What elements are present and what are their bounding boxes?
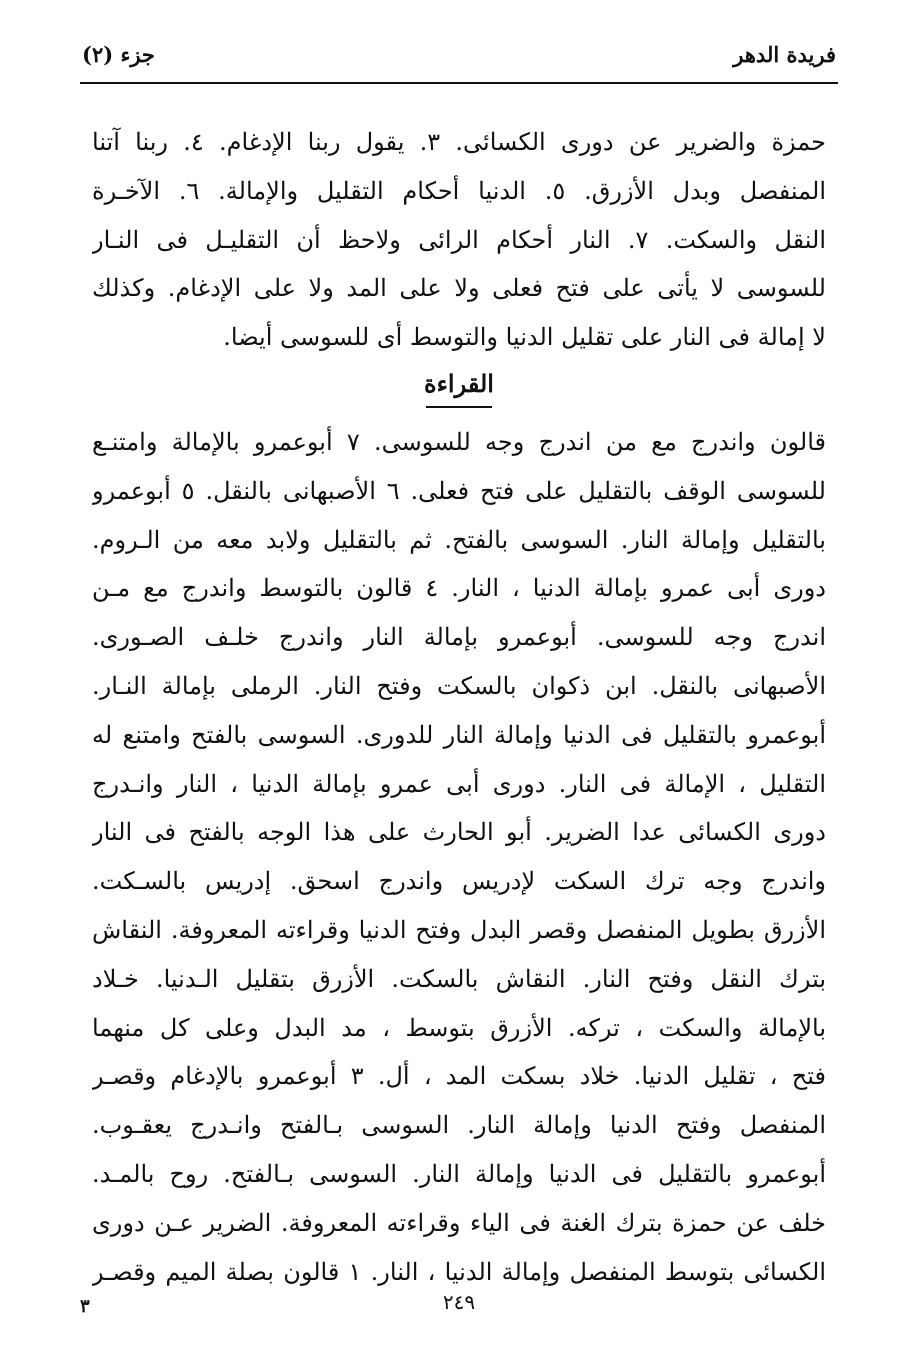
reading-line: خلف عن حمزة بترك الغنة فى الياء وقراءته المعروفة. الضرير عـن دورى — [92, 1208, 826, 1237]
footnote-line: لا إمالة فى النار على تقليل الدنيا والتوسط أى للسوسى أيضا. — [223, 323, 826, 352]
reading-line: بالتقليل وإمالة النار. السوسى بالفتح. ثم بالتقليل ولابد معه من الـروم. — [92, 525, 826, 554]
reading-line: الأزرق بطويل المنفصل وقصر البدل وفتح الدنيا وقراءته المعروفة. النقاش — [92, 915, 826, 944]
reading-line: أبوعمرو بالتقليل فى الدنيا وإمالة النار للدورى. السوسى بالفتح وامتنع له — [92, 720, 826, 749]
reading-line: واندرج وجه ترك السكت لإدريس واندرج اسحق. إدريس بالسـكت. — [92, 867, 826, 896]
reading-line: بالإمالة والسكت ، تركه. الأزرق بتوسط ، مد البدل وعلى كل منهما — [92, 1013, 826, 1042]
book-title: فريدة الدهر — [733, 41, 836, 67]
reading-block — [92, 418, 826, 1296]
footnote-line: للسوسى لا يأتى على فتح فعلى ولا على المد ولا على الإدغام. وكذلك — [92, 274, 826, 303]
footnote-line: حمزة والضرير عن دورى الكسائى. ٣. يقول ربنا الإدغام. ٤. ربنا آتنا — [92, 128, 826, 156]
reading-line: التقليل ، الإمالة فى النار. دورى أبى عمرو بإمالة الدنيا ، النار وانـدرج — [92, 769, 826, 798]
page-body — [92, 118, 826, 1296]
reading-line: اندرج وجه للسوسى. أبوعمرو بإمالة النار واندرج خلـف الصـورى. — [92, 623, 826, 652]
reading-line: بترك النقل وفتح النار. النقاش بالسكت. الأزرق بتقليل الـدنيا. خـلاد — [92, 964, 826, 993]
reading-line: دورى أبى عمرو بإمالة الدنيا ، النار. ٤ قالون بالتوسط واندرج مع مـن — [92, 574, 826, 603]
footnotes-block — [92, 118, 826, 362]
footnote-line: النقل والسكت. ٧. النار أحكام الرائى ولاحظ أن التقليـل فى النـار — [92, 225, 826, 254]
heading-underline — [426, 406, 492, 408]
reading-line — [92, 418, 826, 467]
reading-line-text: قالون واندرج مع من اندرج وجه للسوسى. ٧ أبوعمرو بالإمالة وامتنـع — [92, 427, 826, 456]
reading-line: فتح ، تقليل الدنيا. خلاد بسكت المد ، أل. ٣ أبوعمرو بالإدغام وقصـر — [92, 1062, 826, 1091]
reading-line: للسوسى الوقف بالتقليل على فتح فعلى. ٦ الأصبهانى بالنقل. ٥ أبوعمرو — [92, 476, 826, 505]
reading-line: دورى الكسائى عدا الضرير. أبو الحارث على هذا الوجه بالفتح فى النار — [92, 818, 826, 847]
reading-line: المنفصل وفتح الدنيا وإمالة النار. السوسى بـالفتح وانـدرج يعقـوب. — [92, 1111, 826, 1140]
running-header — [82, 34, 836, 74]
section-heading: القراءة — [424, 368, 494, 398]
part-label: جزء (٢) — [82, 41, 155, 67]
signature-mark: ٣ — [80, 1296, 90, 1317]
reading-line: الكسائى بتوسط المنفصل وإمالة الدنيا ، النار. ١ قالون بصلة الميم وقصـر — [92, 1257, 826, 1286]
reading-line: الأصبهانى بالنقل. ابن ذكوان بالسكت وفتح النار. الرملى بإمالة النـار. — [92, 671, 826, 700]
reading-line: أبوعمرو بالتقليل فى الدنيا وإمالة النار. السوسى بـالفتح. روح بالمـد. — [92, 1159, 826, 1188]
footnote-line: المنفصل وبدل الأزرق. ٥. الدنيا أحكام التقليل والإمالة. ٦. الآخـرة — [92, 176, 826, 205]
header-rule — [80, 82, 838, 84]
page-number: ٢٤٩ — [442, 1290, 476, 1314]
